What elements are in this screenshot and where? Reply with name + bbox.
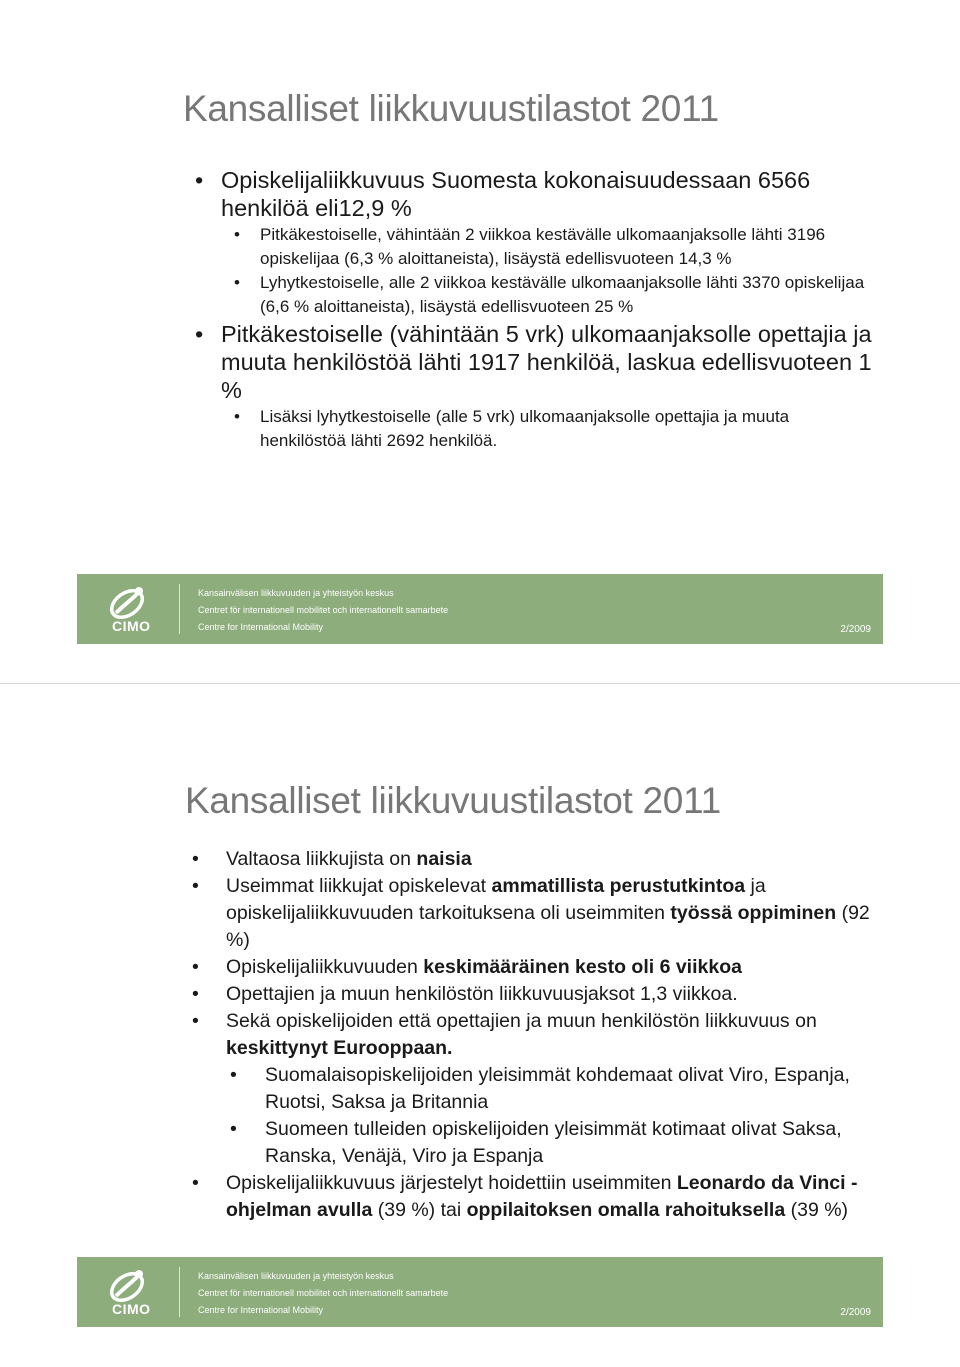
page-number: 2/2009 — [840, 624, 871, 635]
footer-divider — [179, 584, 180, 634]
bullet-text: Opettajien ja muun henkilöstön liikkuvuusjaksot 1,3 viikkoa. — [226, 983, 738, 1005]
logo-wordmark: CIMO — [112, 1301, 151, 1317]
slide-body — [195, 166, 875, 453]
bullet-item — [192, 846, 882, 873]
bullet-icon: • — [192, 848, 199, 870]
slide-title: Kansalliset liikkuvuustilastot 2011 — [185, 780, 721, 821]
bullet-text: (39 %) tai — [372, 1199, 467, 1221]
bullet-text: Opiskelijaliikkuvuus järjestelyt hoidettiin useimmiten — [226, 1172, 677, 1194]
bullet-text: Valtaosa liikkujista on — [226, 848, 417, 870]
bullet-text: Pitkäkestoiselle (vähintään 5 vrk) ulkomaanjaksolle opettajia ja muuta henkilöstöä lähti 1917 henkilöä, laskua edellisvuoteen 1 % — [221, 321, 872, 403]
sub-bullet-item — [195, 223, 875, 271]
org-name-fi: Kansainvälisen liikkuvuuden ja yhteistyön keskus — [198, 1271, 394, 1281]
page-number: 2/2009 — [840, 1307, 871, 1318]
org-name-block — [198, 585, 448, 636]
bullet-text: Pitkäkestoiselle, vähintään 2 viikkoa kestävälle ulkomaanjaksolle lähti 3196 opiskelijaa (6,3 % aloittaneista), lisäystä edellisvuoteen 14,3 % — [260, 225, 826, 268]
slide-2 — [0, 684, 960, 1367]
sub-bullet-item — [192, 1116, 882, 1170]
bullet-text: Lyhytkestoiselle, alle 2 viikkoa kestävälle ulkomaanjaksolle lähti 3370 opiskelijaa (6,6 % aloittaneista), lisäystä edellisvuoteen 25 % — [260, 273, 865, 316]
org-name-block — [198, 1268, 448, 1319]
bullet-text: Suomalaisopiskelijoiden yleisimmät kohdemaat olivat Viro, Espanja, Ruotsi, Saksa ja Britannia — [265, 1064, 850, 1113]
org-name-sv: Centret för internationell mobilitet och internationellt samarbete — [198, 1288, 449, 1298]
bullet-item — [195, 166, 875, 222]
bullet-item — [192, 873, 882, 954]
org-name-fi: Kansainvälisen liikkuvuuden ja yhteistyön keskus — [198, 588, 394, 598]
org-name-en: Centre for International Mobility — [198, 1305, 324, 1315]
emphasis-text: ammatillista perustutkintoa — [491, 875, 746, 897]
bullet-icon: • — [230, 1118, 237, 1140]
bullet-text: Lisäksi lyhytkestoiselle (alle 5 vrk) ulkomaanjaksolle opettajia ja muuta henkilöstöä lähti 2692 henkilöä. — [260, 407, 790, 450]
bullet-text: (39 %) — [785, 1199, 849, 1221]
footer-band — [77, 1257, 883, 1327]
bullet-text: Useimmat liikkujat opiskelevat — [226, 875, 492, 897]
bullet-icon: • — [234, 407, 240, 426]
sub-bullet-item — [192, 1062, 882, 1116]
bullet-item — [192, 1008, 882, 1062]
bullet-icon: • — [192, 1010, 199, 1032]
bullet-icon: • — [195, 167, 204, 193]
bullet-text: ja opiskelijaliikkuvuuden tarkoituksena oli useimmiten — [226, 875, 766, 924]
emphasis-text: naisia — [416, 848, 472, 870]
bullet-item — [192, 1170, 882, 1224]
sub-bullet-item — [195, 405, 875, 453]
sub-bullet-item — [195, 271, 875, 319]
emphasis-text: keskittynyt Eurooppaan. — [226, 1037, 453, 1059]
bullet-icon: • — [192, 983, 199, 1005]
bullet-text: Suomeen tulleiden opiskelijoiden yleisimmät kotimaat olivat Saksa, Ranska, Venäjä, Viro ja Espanja — [265, 1118, 842, 1167]
slide-title: Kansalliset liikkuvuustilastot 2011 — [183, 88, 719, 129]
org-name-sv: Centret för internationell mobilitet och internationellt samarbete — [198, 605, 449, 615]
bullet-icon: • — [195, 321, 204, 347]
footer-divider — [179, 1267, 180, 1317]
bullet-icon: • — [234, 225, 240, 244]
bullet-text: Opiskelijaliikkuvuus Suomesta kokonaisuudessaan 6566 henkilöä eli12,9 % — [221, 167, 811, 221]
bullet-icon: • — [192, 956, 199, 978]
bullet-icon: • — [192, 1172, 199, 1194]
emphasis-text: työssä oppiminen — [670, 902, 837, 924]
bullet-icon: • — [234, 273, 240, 292]
bullet-item — [192, 954, 882, 981]
emphasis-text: oppilaitoksen omalla rahoituksella — [466, 1199, 786, 1221]
emphasis-text: keskimääräinen kesto oli 6 viikkoa — [423, 956, 742, 978]
bullet-text: (92 %) — [226, 902, 870, 951]
footer-band — [77, 574, 883, 644]
org-name-en: Centre for International Mobility — [198, 622, 324, 632]
bullet-item — [192, 981, 882, 1008]
bullet-icon: • — [192, 875, 199, 897]
bullet-icon: • — [230, 1064, 237, 1086]
slide-body — [192, 846, 882, 1224]
bullet-text: Opiskelijaliikkuvuuden — [226, 956, 424, 978]
slide-1 — [0, 0, 960, 683]
bullet-item — [195, 320, 875, 404]
logo-wordmark: CIMO — [112, 618, 151, 634]
emphasis-text: Leonardo da Vinci -ohjelman avulla — [226, 1172, 858, 1221]
bullet-text: Sekä opiskelijoiden että opettajien ja muun henkilöstön liikkuvuus on — [226, 1010, 817, 1032]
